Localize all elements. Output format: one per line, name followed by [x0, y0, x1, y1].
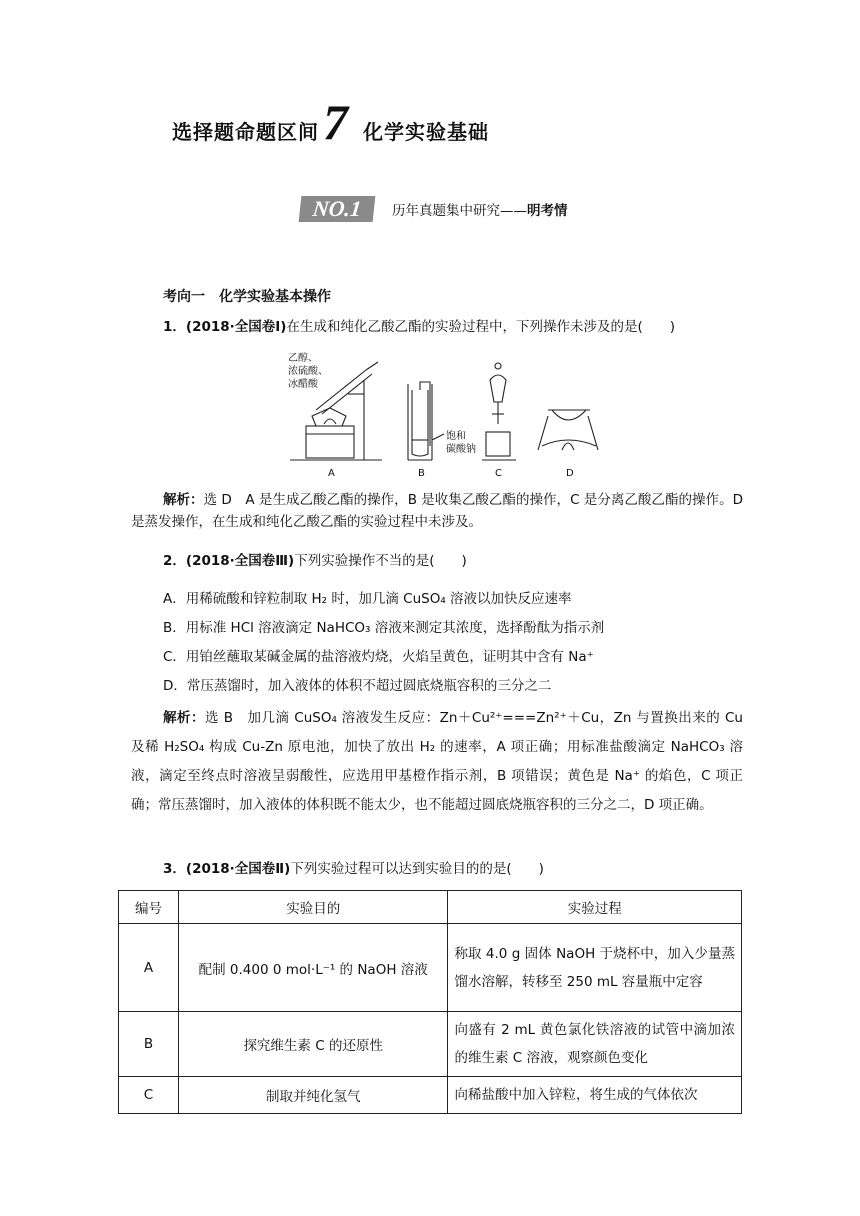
reagent-label-1: 乙醇、	[288, 353, 318, 364]
q2-analysis	[131, 704, 743, 820]
caption-a: A	[328, 468, 335, 479]
reagent-label-3: 冰醋酸	[288, 379, 318, 390]
no1-badge: NO.1	[299, 196, 376, 222]
q2-source: (2018·全国卷Ⅲ)	[185, 553, 295, 569]
question-3-stem	[163, 858, 544, 880]
q2-analysis-label: 解析：	[163, 710, 205, 726]
q2-number: 2．	[163, 553, 186, 569]
q1-analysis-label: 解析：	[163, 492, 204, 508]
q1-analysis	[131, 489, 743, 533]
title-number: 7	[323, 94, 349, 150]
q1-source: (2018·全国卷Ⅰ)	[185, 319, 287, 335]
table-header-row	[119, 891, 742, 924]
label-b-line-1: 饱和	[446, 431, 466, 442]
title-topic: 化学实验基础	[363, 120, 489, 144]
caption-c: C	[495, 468, 502, 479]
q2-option-c: C．用铂丝蘸取某碱金属的盐溶液灼烧，火焰呈黄色，证明其中含有 Na⁺	[163, 649, 594, 665]
q2-stem-text: 下列实验操作不当的是( )	[294, 553, 467, 569]
reagent-label-2: 浓硫酸、	[288, 366, 328, 377]
banner-text: 历年真题集中研究——	[392, 203, 527, 219]
question-2-stem	[163, 550, 467, 572]
caption-b: B	[418, 468, 425, 479]
figure-label-b	[446, 430, 476, 456]
banner-bold-text: 明考情	[527, 203, 568, 219]
q2-option-a: A．用稀硫酸和锌粒制取 H₂ 时，加几滴 CuSO₄ 溶液以加快反应速率	[163, 591, 572, 607]
q2-option-d: D．常压蒸馏时，加入液体的体积不超过圆底烧瓶容积的三分之二	[163, 678, 552, 694]
banner-subtitle	[392, 199, 568, 219]
q1-stem-text: 在生成和纯化乙酸乙酯的实验过程中，下列操作未涉及的是( )	[286, 319, 676, 335]
page-title	[172, 94, 489, 150]
header-purpose: 实验目的	[178, 891, 448, 924]
experiment-table	[118, 890, 742, 1114]
q3-source: (2018·全国卷Ⅱ)	[185, 861, 291, 877]
row-purpose: 配制 0.400 0 mol·L⁻¹ 的 NaOH 溶液	[178, 924, 448, 1012]
table-row	[119, 924, 742, 1012]
row-id: A	[119, 924, 179, 1012]
row-process: 称取 4.0 g 固体 NaOH 于烧杯中，加入少量蒸馏水溶解，转移至 250 mL 容量瓶中定容	[448, 924, 742, 1012]
q3-number: 3．	[163, 861, 186, 877]
section-banner	[300, 196, 568, 222]
header-id: 编号	[119, 891, 179, 924]
row-process: 向盛有 2 mL 黄色氯化铁溶液的试管中滴加浓的维生素 C 溶液，观察颜色变化	[448, 1012, 742, 1077]
label-b-line-2: 碳酸钠	[446, 444, 476, 455]
q1-number: 1．	[163, 319, 186, 335]
row-purpose: 探究维生素 C 的还原性	[178, 1012, 448, 1077]
q3-stem-text: 下列实验过程可以达到实验目的的是( )	[290, 861, 544, 877]
row-id: C	[119, 1077, 179, 1114]
q1-analysis-text: 选 D A 是生成乙酸乙酯的操作，B 是收集乙酸乙酯的操作，C 是分离乙酸乙酯的操作。D 是蒸发操作，在生成和纯化乙酸乙酯的实验过程中未涉及。	[131, 492, 743, 530]
section-heading: 考向一 化学实验基本操作	[163, 289, 331, 305]
question-1-stem	[163, 316, 675, 338]
title-prefix: 选择题命题区间	[172, 120, 319, 144]
q2-option-b: B．用标准 HCl 溶液滴定 NaHCO₃ 溶液来测定其浓度，选择酚酞为指示剂	[163, 620, 605, 636]
row-id: B	[119, 1012, 179, 1077]
q2-analysis-text: 选 B 加几滴 CuSO₄ 溶液发生反应：Zn＋Cu²⁺===Zn²⁺＋Cu，Zn 与置换出来的 Cu 及稀 H₂SO₄ 构成 Cu-Zn 原电池，加快了放出 H₂ 的速率，A 项正确；用标准盐酸滴定 NaHCO₃ 溶液，滴定至终点时溶液呈弱酸性，应选用甲基橙作指示剂，B 项错误；黄色是 Na⁺ 的焰色，C 项正确；常压蒸馏时，加入液体的体积既不能太少，也不能超过圆底烧瓶容积的三分之二，D 项正确。	[131, 710, 743, 813]
caption-d: D	[566, 468, 574, 479]
header-process: 实验过程	[448, 891, 742, 924]
table-row	[119, 1012, 742, 1077]
row-process: 向稀盐酸中加入锌粒，将生成的气体依次	[448, 1077, 742, 1114]
table-row	[119, 1077, 742, 1114]
row-purpose: 制取并纯化氢气	[178, 1077, 448, 1114]
figure-label-reagents	[288, 352, 328, 391]
